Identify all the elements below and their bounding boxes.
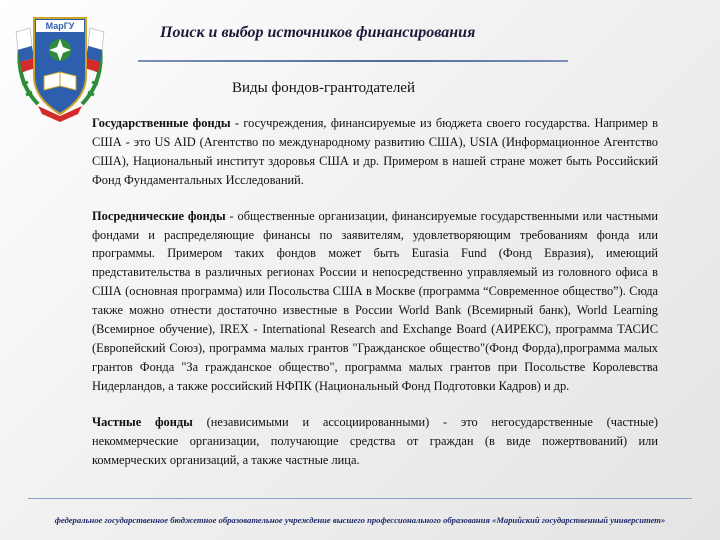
university-logo	[8, 6, 112, 124]
paragraph-private-funds	[92, 413, 658, 470]
logo-label: МарГУ	[45, 21, 75, 31]
text-private-funds: (независимыми и ассоциированными) - это негосударственные (частные) некоммерческие организации, получающие средства от граждан (в виде пожертвований) или коммерческих организаций, а также частные лица.	[92, 414, 658, 467]
term-state-funds: Государственные фонды	[92, 116, 231, 130]
term-intermediary-funds: Посреднические фонды	[92, 208, 226, 223]
shield-emblem-icon	[8, 6, 112, 124]
paragraph-state-funds	[92, 114, 658, 190]
content-body	[92, 114, 658, 486]
title-underline	[138, 60, 568, 62]
footer-text: федеральное государственное бюджетное образовательное учреждение высшего профессионального образования «Марийский государственный университет»	[54, 515, 666, 525]
text-state-funds: - госучреждения, финансируемые из бюджета своего государства. Например в США - это US AID (Агентство по международному развитию США), USIA (Информационное Агентство США), Национальный институт здоровья США и др. Примером в нашей стране может быть Российский Фонд Фундаментальных Исследований.	[92, 116, 658, 187]
page-subtitle: Виды фондов-грантодателей	[232, 80, 415, 96]
paragraph-intermediary-funds	[92, 207, 658, 396]
text-intermediary-funds: - общественные организации, финансируемые государственными или частными фондами и распределяющие финансы по заявителям, удовлетворяющим требованиям фонда или программы. Примером таких фондов может быть Eurasia Fund (Фонд Евразия), имеющий представительства в различных регионах России и непосредственно управляемый из головного офиса в США (основная программа) или Посольства США в Москве (программа “Современное общество”). Сюда также можно отнести достаточно известные в России World Bank (Всемирный банк), World Learning (Всемирное обучение), IREX - International Research and Exchange Board (АИРЕКС), программа ТАСИС (Европейский Союз), программа малых грантов "Гражданское общество"(Фонд Форда),программа малых грантов Фонда "За гражданское общество", программа малых грантов при Посольстве Королевства Нидерландов, а также российский НФПК (Национальный Фонд Подготовки Кадров) и др.	[92, 208, 658, 393]
footer-divider	[28, 498, 692, 499]
page-title: Поиск и выбор источников финансирования	[160, 24, 476, 41]
term-private-funds: Частные фонды	[92, 414, 193, 429]
